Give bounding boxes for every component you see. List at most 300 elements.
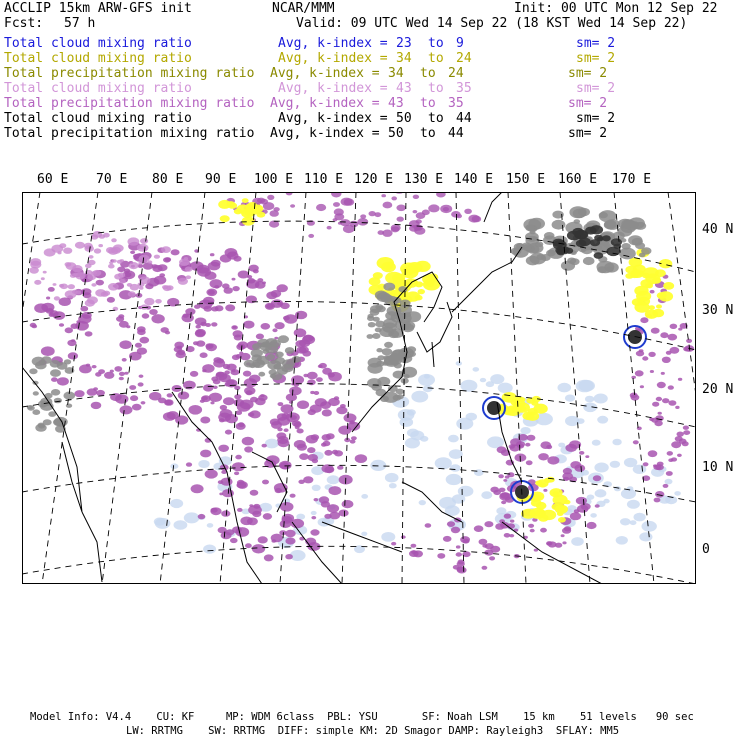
field-cell [501,501,506,505]
field-cell [155,299,162,304]
field-cell [258,372,265,377]
field-cell [66,404,72,408]
field-cell [242,216,255,225]
field-cell [132,404,142,411]
field-cell [652,402,659,407]
field-cell [225,304,235,311]
field-cell [249,410,260,418]
field-cell [384,342,393,348]
field-cell [227,380,234,385]
field-cell [41,346,55,356]
organization: NCAR/MMM [272,1,335,16]
field-cell [243,371,251,377]
legend-smoothing: sm= 2 [576,51,616,66]
field-cell [376,361,384,367]
field-cell [546,250,556,257]
field-cell [242,437,254,446]
field-cell [312,459,318,464]
field-cell [683,430,690,435]
field-cell [119,377,124,381]
field-cell [316,377,323,382]
field-cell [57,377,69,385]
field-cell [43,271,47,274]
legend-k-from: 50 [396,111,412,126]
legend-field-name: Total precipitation mixing ratio [4,96,255,111]
field-cell [252,362,260,368]
legend-smoothing: sm= 2 [576,111,616,126]
field-cell [668,385,674,389]
field-cell [161,327,169,333]
field-cell [54,398,62,404]
field-cell [120,405,133,414]
field-cell [142,313,150,318]
field-cell [234,386,240,390]
field-cell [482,566,488,570]
field-cell [115,394,128,403]
field-cell [190,371,198,377]
field-cell [450,464,461,472]
field-cell [219,418,225,422]
field-cell [479,539,488,545]
field-cell [239,352,243,355]
field-cell [657,382,666,388]
field-cell [383,318,397,328]
field-cell [594,235,603,241]
field-cell [203,384,213,391]
field-cell [170,463,178,469]
field-cell [576,380,594,393]
field-cell [285,530,296,537]
field-cell [46,297,50,300]
field-cell [129,385,136,390]
field-cell [403,374,409,378]
field-cell [323,441,331,446]
field-cell [295,311,307,320]
field-cell [235,455,242,460]
field-cell [322,368,332,375]
field-cell [665,479,673,485]
field-cell [392,297,402,304]
field-cell [324,450,332,456]
field-cell [377,257,394,269]
legend-to: to [428,111,444,126]
legend-description: Avg, k-index = [270,96,388,111]
field-cell [267,195,274,200]
field-cell [108,264,115,269]
field-cell [634,513,646,522]
field-cell [59,284,64,288]
longitude-label: 140 E [454,172,494,187]
field-cell [327,475,340,484]
field-cell [392,273,405,282]
field-cell [651,328,660,334]
field-cell [627,486,634,491]
field-cell [310,529,319,535]
field-cell [527,435,536,441]
field-cell [509,444,515,449]
field-cell [281,364,293,372]
legend-description: Avg, k-index = [278,111,396,126]
field-cell [481,491,492,499]
field-cell [656,304,662,308]
field-cell [240,517,252,526]
field-cell [456,418,473,430]
legend-smoothing: sm= 2 [568,126,608,141]
field-cell [355,454,367,463]
field-cell [500,492,509,499]
field-cell [185,308,195,315]
field-cell [648,450,658,457]
field-cell [210,253,215,256]
field-cell [232,370,236,373]
field-cell [223,364,230,369]
field-cell [497,446,507,453]
model-info-line2: LW: RRTMG SW: RRTMG DIFF: simple KM: 2D Smagor DAMP: Rayleigh3 SFLAY: MM5 [126,725,620,737]
field-cell [113,244,124,252]
field-cell [350,440,356,444]
field-cell [449,449,463,459]
field-cell [668,400,676,406]
field-cell [41,277,45,280]
field-cell [674,491,681,496]
field-cell [196,325,201,329]
field-cell [252,343,261,350]
field-cell [650,370,654,373]
field-cell [602,235,611,241]
field-cell [218,480,223,484]
field-cell [110,370,114,373]
field-cell [509,534,514,537]
field-cell [555,505,568,514]
legend-k-from: 50 [388,126,404,141]
field-cell [606,267,614,272]
field-cell [84,243,93,249]
field-cell [686,339,692,343]
field-cell [34,280,41,285]
field-cell [299,346,309,353]
field-cell [219,456,232,465]
field-cell [499,488,506,493]
field-cell [250,490,259,496]
field-cell [391,542,396,546]
field-cell [275,322,285,329]
field-cell [205,469,218,478]
field-cell [384,355,398,365]
field-cell [303,374,308,377]
field-cell [211,260,221,267]
field-cell [107,297,115,303]
field-cell [631,376,636,379]
field-cell [273,207,279,211]
field-cell [351,436,357,440]
field-cell [41,356,52,364]
field-cell [401,378,409,384]
field-cell [171,249,180,255]
field-cell [289,387,302,396]
field-cell [530,529,535,533]
field-cell [368,322,376,327]
longitude-label: 130 E [404,172,444,187]
field-cell [119,340,131,349]
field-cell [318,365,323,368]
field-cell [375,328,382,333]
field-cell [631,394,640,400]
field-cell [329,486,342,495]
field-cell [308,409,316,415]
field-cell [484,521,493,527]
field-cell [184,257,188,260]
field-cell [401,535,406,538]
field-cell [594,394,608,404]
field-cell [423,385,433,392]
legend-k-from: 23 [396,36,412,51]
field-cell [211,322,217,326]
field-cell [186,275,192,279]
field-cell [195,330,206,337]
field-cell [357,218,368,226]
field-cell [94,248,101,253]
field-cell [570,512,581,520]
field-cell [585,227,596,235]
field-cell [546,541,552,545]
field-cell [411,550,416,554]
field-cell [119,321,129,328]
field-cell [143,262,153,269]
field-cell [34,303,48,313]
legend-k-to: 35 [448,96,464,111]
field-cell [311,516,316,519]
field-cell [683,426,689,430]
field-cell [473,367,480,372]
field-cell [634,302,649,313]
field-cell [382,348,393,355]
field-cell [583,257,595,265]
field-cell [163,412,176,421]
field-cell [640,385,644,388]
field-cell [237,402,251,412]
field-cell [128,237,140,245]
model-title: ACCLIP 15km ARW-GFS init [4,1,192,16]
field-cell [474,469,484,476]
field-cell [285,347,295,354]
field-cell [634,286,648,296]
field-cell [72,265,82,272]
field-cell [189,405,203,415]
field-cell [140,337,150,344]
field-cell [231,325,238,330]
field-cell [480,378,486,382]
field-cell [135,343,142,348]
field-cell [655,491,664,498]
legend-field-name: Total precipitation mixing ratio [4,126,255,141]
field-cell [233,256,241,262]
field-cell [290,494,296,498]
longitude-label: 70 E [96,172,128,187]
field-cell [76,320,80,323]
field-cell [205,343,213,349]
field-cell [249,265,259,272]
field-cell [307,447,315,453]
field-cell [652,309,664,317]
field-cell [369,277,381,285]
field-cell [530,253,547,265]
field-cell [297,400,309,409]
latitude-label: 20 N [702,382,734,397]
field-cell [221,532,232,540]
field-cell [274,483,288,493]
legend-k-from: 43 [396,81,412,96]
field-cell [74,390,84,397]
field-cell [130,395,138,401]
field-cell [137,329,146,335]
legend-k-to: 35 [456,81,472,96]
field-cell [262,281,266,284]
field-cell [682,441,689,446]
field-cell [391,226,400,232]
forecast-label: Fcst: [4,16,44,31]
field-cell [170,499,183,508]
field-cell [327,226,332,230]
field-cell [232,278,236,281]
legend-smoothing: sm= 2 [576,36,616,51]
field-cell [129,262,139,269]
field-cell [369,211,376,216]
field-cell [437,553,445,559]
field-cell [307,372,318,380]
field-cell [244,378,257,387]
field-cell [627,500,640,509]
field-cell [658,412,662,415]
field-cell [428,204,439,212]
legend-field-name: Total cloud mixing ratio [4,36,192,51]
field-cell [472,216,482,223]
legend-description: Avg, k-index = [270,66,388,81]
field-cell [499,519,505,523]
field-cell [498,383,513,394]
legend-k-from: 34 [388,66,404,81]
field-cell [322,434,332,441]
field-cell [572,228,584,236]
field-cell [314,498,319,501]
field-cell [262,444,267,448]
field-cell [567,258,576,264]
field-cell [122,358,127,362]
field-cell [593,475,601,481]
field-cell [339,510,349,517]
field-cell [299,453,309,460]
longitude-label: 150 E [506,172,546,187]
field-cell [546,445,552,449]
field-cell [224,287,233,294]
longitude-label: 160 E [558,172,598,187]
field-cell [383,283,395,291]
field-cell [562,527,571,533]
field-cell [154,255,160,259]
field-cell [322,409,332,416]
field-cell [278,335,289,343]
field-cell [558,517,566,523]
field-cell [275,352,284,358]
field-cell [230,538,238,543]
legend-k-to: 9 [456,36,464,51]
field-cell [569,206,586,218]
field-cell [271,299,283,308]
field-cell [533,404,547,414]
field-cell [595,489,607,497]
field-cell [65,290,77,298]
field-cell [597,416,608,424]
longitude-label: 90 E [205,172,237,187]
field-cell [262,480,269,485]
field-cell [167,393,173,397]
field-cell [303,476,313,483]
field-cell [179,259,190,266]
field-cell [177,350,185,356]
field-cell [616,536,628,545]
field-cell [675,406,679,409]
field-cell [489,556,495,560]
field-cell [277,413,287,420]
legend-field-name: Total cloud mixing ratio [4,111,192,126]
field-cell [381,532,395,542]
field-cell [547,456,559,464]
field-cell [232,286,239,291]
field-cell [109,261,113,264]
field-cell [91,402,102,409]
field-cell [565,395,575,402]
field-cell [86,364,90,367]
latitude-label: 40 N [702,222,734,237]
field-cell [653,464,661,470]
field-cell [328,398,340,406]
field-cell [677,432,684,437]
field-cell [159,273,165,277]
field-cell [594,463,608,473]
field-cell [521,243,531,250]
field-cell [54,296,60,300]
field-cell [675,436,683,442]
field-cell [425,523,432,528]
field-cell [340,404,346,408]
longitude-label: 170 E [612,172,652,187]
field-cell [38,424,45,429]
field-cell [594,252,604,259]
legend-field-name: Total cloud mixing ratio [4,51,192,66]
field-cell [451,527,460,534]
field-cell [538,453,549,460]
field-cell [225,414,238,423]
field-cell [278,439,290,447]
field-cell [531,499,542,507]
field-cell [408,351,416,357]
field-cell [33,391,39,395]
field-cell [642,521,657,532]
field-cell [553,239,565,247]
field-cell [334,450,343,456]
field-cell [141,401,146,404]
field-cell [654,420,662,426]
field-cell [585,455,589,458]
field-cell [657,292,667,299]
field-cell [458,486,474,497]
field-cell [144,298,154,305]
field-cell [261,323,271,330]
field-cell [652,277,661,283]
field-cell [460,536,470,543]
field-cell [103,233,110,238]
legend-to: to [428,51,444,66]
field-cell [553,491,559,495]
